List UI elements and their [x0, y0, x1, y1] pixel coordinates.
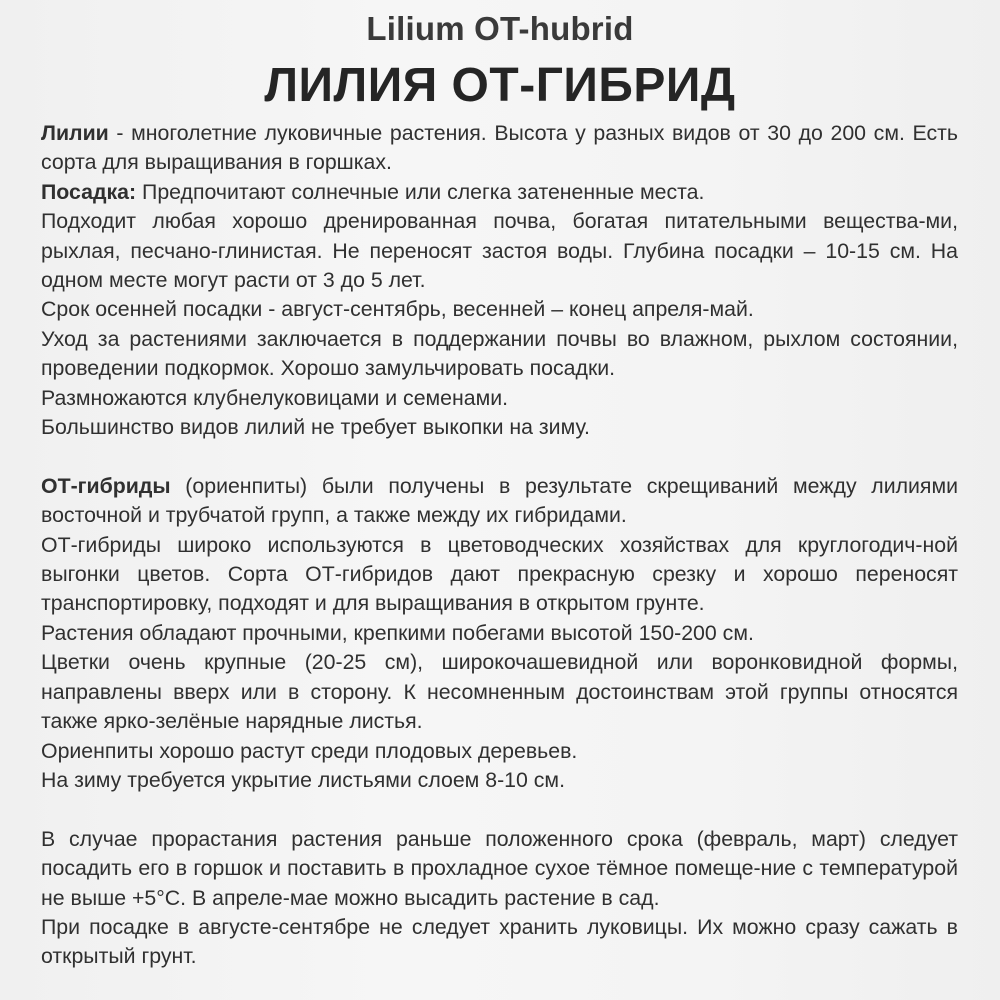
section-spacer [41, 442, 958, 471]
paragraph-care: Уход за растениями заключается в поддержании почвы во влажном, рыхлом состоянии, проведении подкормок. Хорошо замульчировать посадки. [41, 326, 958, 381]
paragraph-soil: Подходит любая хорошо дренированная почва, богатая питательными вещества-ми, рыхлая, песчано-глинистая. Не переносят застоя воды. Глубина посадки – 10-15 см. На одном месте могут расти от 3 до 5 лет. [41, 209, 958, 293]
paragraph-stems: Растения обладают прочными, крепкими побегами высотой 150-200 см. [41, 620, 754, 645]
paragraph-ot-usage: ОТ-гибриды широко используются в цветоводческих хозяйствах для круглогодич-ной выгонки цветов. Сорта ОТ-гибридов дают прекрасную срезку и хорошо переносят транспортировку, подходят и для выращивания в открытом грунте. [41, 532, 958, 616]
latin-title: Lilium OT-hubrid [366, 10, 634, 47]
term-lilies: Лилии [41, 121, 109, 145]
russian-title: ЛИЛИЯ ОТ-ГИБРИД [264, 59, 736, 112]
description-body [41, 119, 958, 972]
paragraph-planting [41, 178, 958, 207]
paragraph-ot-hybrids [41, 472, 958, 531]
paragraph-orchards: Ориенпиты хорошо растут среди плодовых деревьев. [41, 738, 578, 763]
paragraph-winter-cover: На зиму требуется укрытие листьями слоем 8-10 см. [41, 767, 565, 792]
section-spacer [41, 795, 958, 824]
paragraph-early-sprouting: В случае прорастания растения раньше положенного срока (февраль, март) следует посадить его в горшок и поставить в прохладное сухое тёмное помеще-ние с температурой не выше +5°С. В апреле-мае можно высадить растение в сад. [41, 826, 958, 910]
paragraph-planting-dates: Срок осенней посадки - август-сентябрь, весенней – конец апреля-май. [41, 297, 754, 322]
paragraph-flowers: Цветки очень крупные (20-25 см), широкочашевидной или воронковидной формы, направлены вверх или в сторону. К несомненным достоинствам этой группы относятся также ярко-зелёные нарядные листья. [41, 650, 958, 734]
paragraph-storage: При посадке в августе-сентябре не следует хранить луковицы. Их можно сразу сажать в открытый грунт. [41, 914, 958, 969]
planting-text: Предпочитают солнечные или слегка затененные места. [136, 179, 705, 204]
paragraph-winter: Большинство видов лилий не требует выкопки на зиму. [41, 415, 590, 440]
term-ot-hybrids: ОТ-гибриды [41, 473, 171, 498]
term-planting: Посадка: [41, 179, 137, 204]
lilies-intro-text: - многолетние луковичные растения. Высота у разных видов от 30 до 200 см. Есть сорта для выращивания в горшках. [41, 121, 958, 175]
ot-hybrids-text: (ориенпиты) были получены в результате скрещиваний между лилиями восточной и трубчатой групп, а также между их гибридами. [41, 473, 958, 528]
paragraph-lilies-intro [41, 119, 958, 178]
paragraph-propagation: Размножаются клубнелуковицами и семенами. [41, 385, 509, 410]
